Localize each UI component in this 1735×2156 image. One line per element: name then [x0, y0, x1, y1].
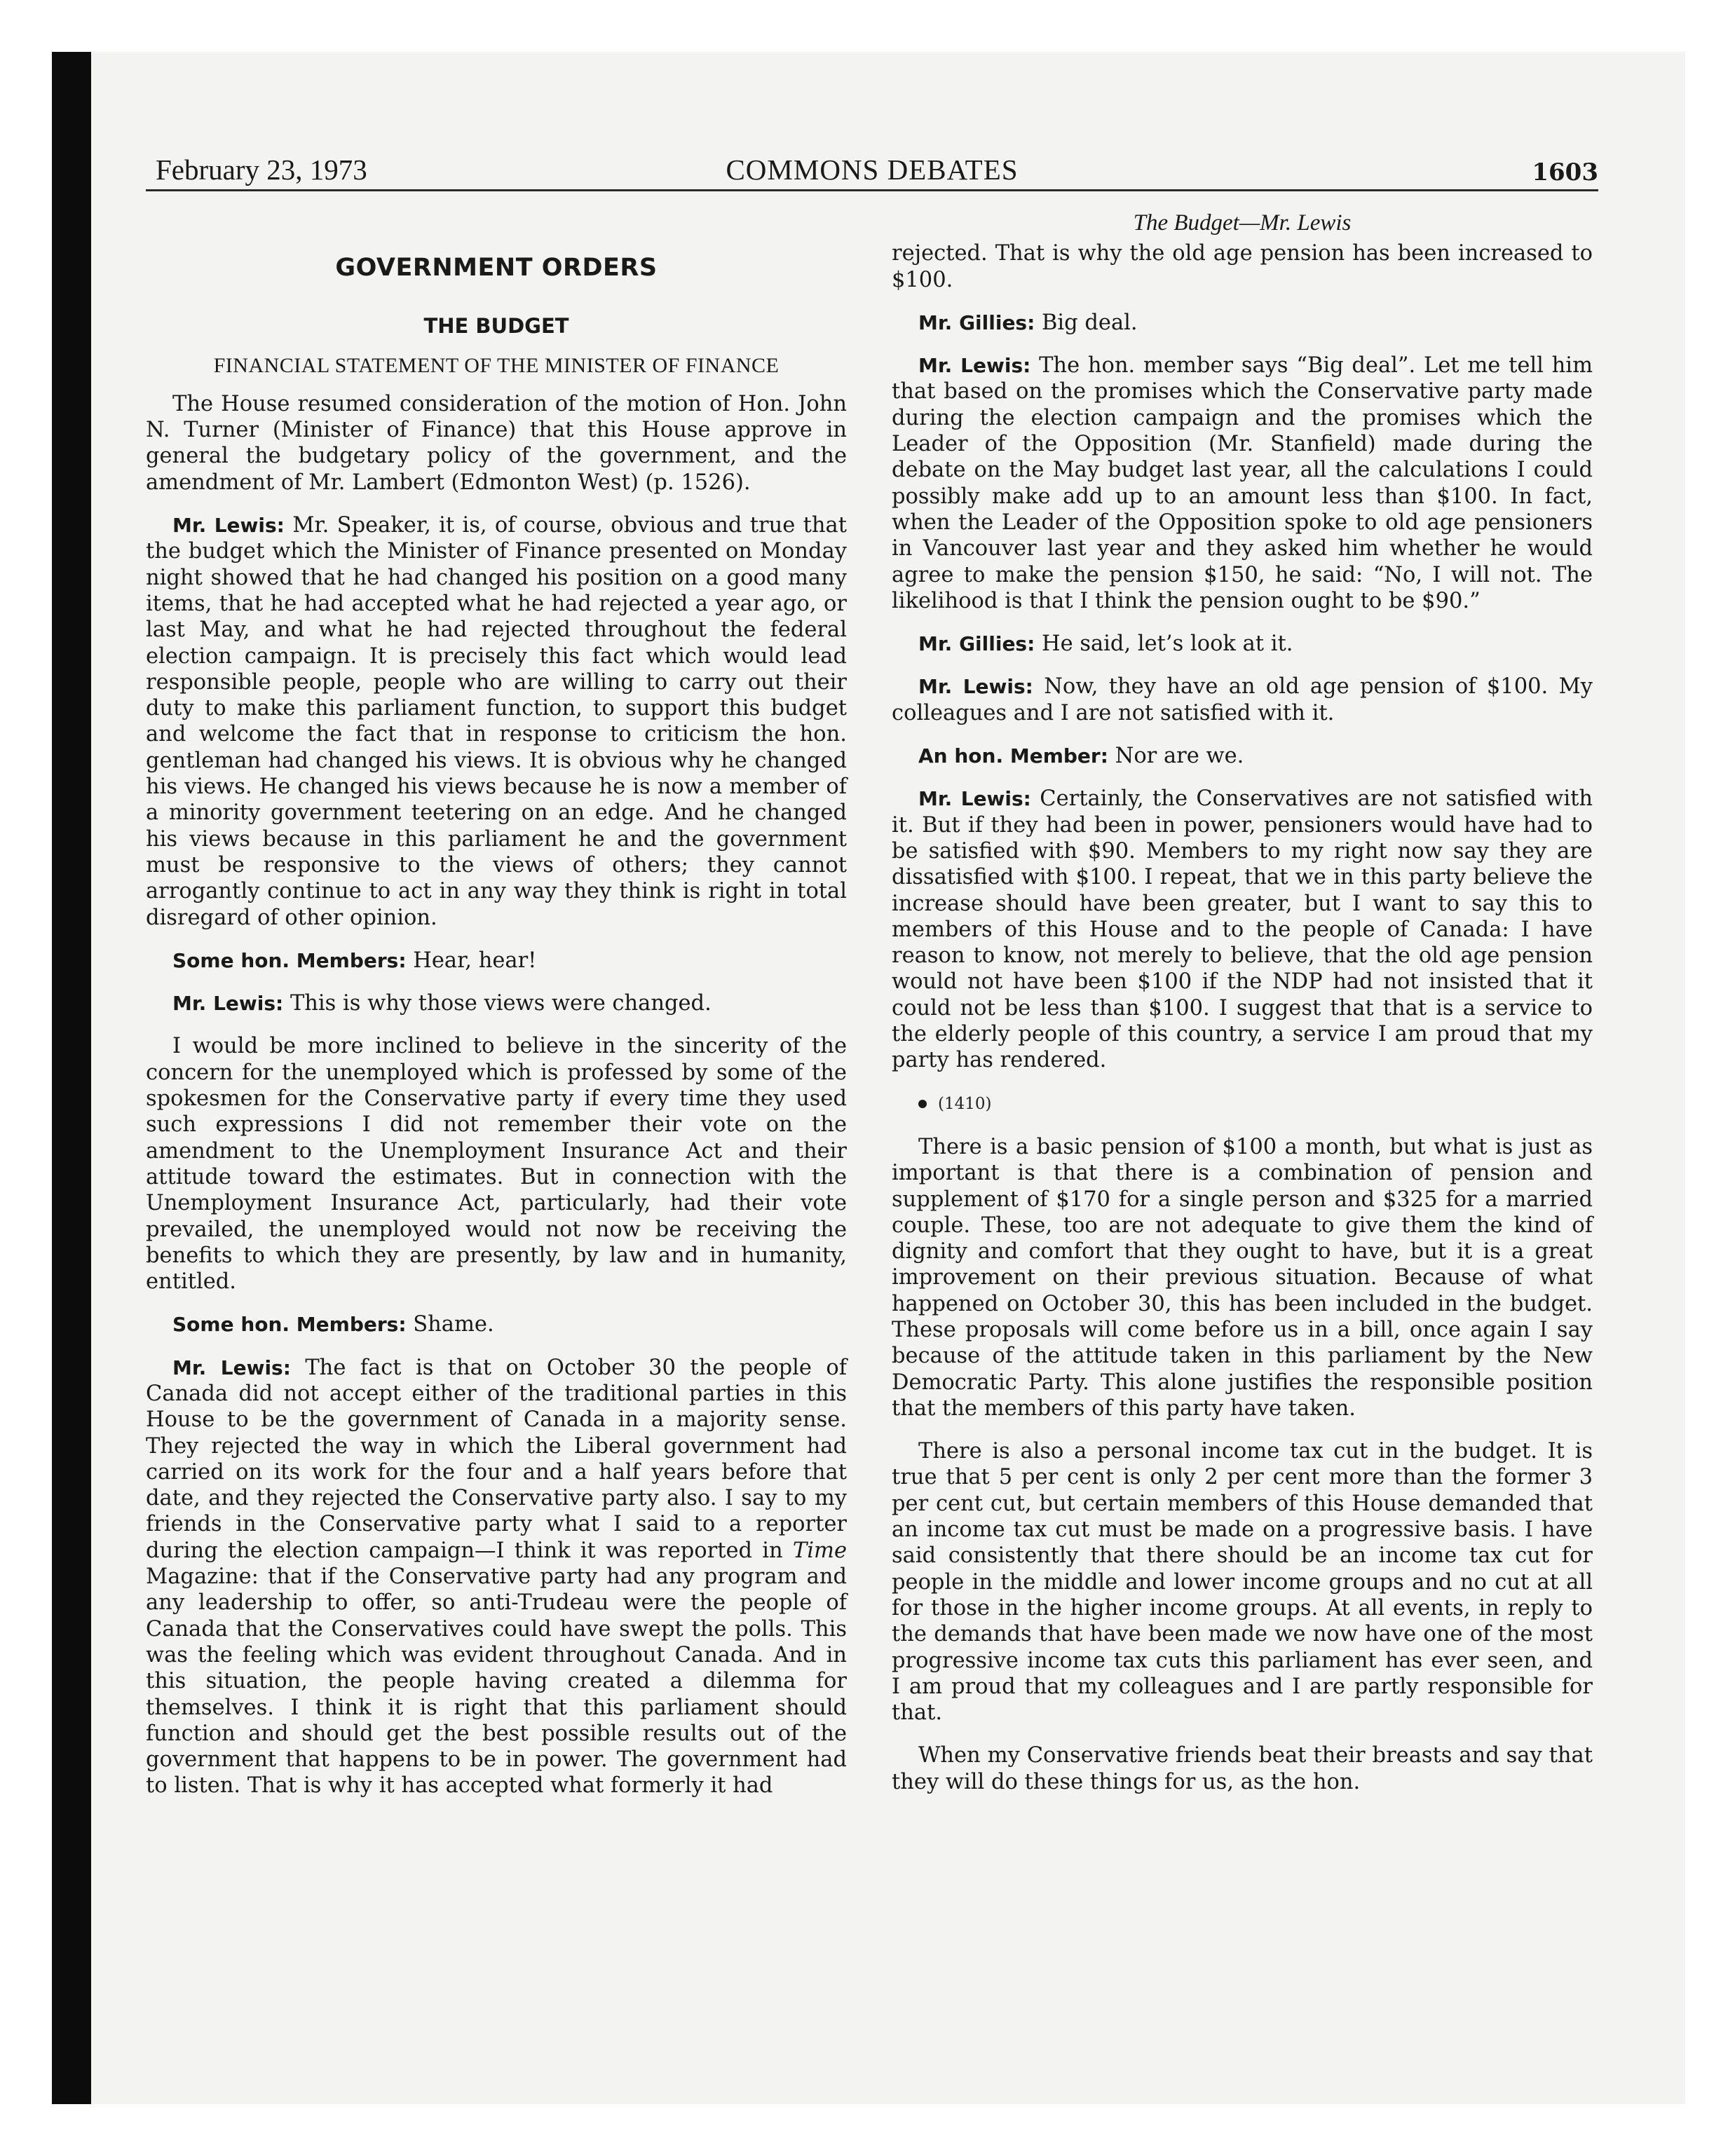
binding-edge	[52, 52, 91, 2104]
paragraph	[146, 990, 847, 1016]
paragraph-text: Magazine: that if the Conservative party had any program and any leadership to offer, so anti-Trudeau were the people of Canada that the Conservatives could have swept the polls. This was the feeling which was evident throughout Canada. And in this situation, the people having created a dilemma for themselves. I think it is right that this parliament should function and should get the best possible results out of the government that happens to be in power. The government had to listen. That is why it has accepted what formerly it had	[146, 1564, 847, 1799]
speaker-name: Mr. Gillies:	[918, 311, 1035, 334]
speaker-name: Mr. Lewis:	[918, 787, 1031, 811]
paragraph	[892, 786, 1593, 1073]
speaker-name: Mr. Gillies:	[918, 632, 1035, 656]
page-header	[146, 150, 1598, 191]
paragraph	[892, 631, 1593, 657]
header-title: COMMONS DEBATES	[726, 153, 1019, 186]
paragraph	[892, 674, 1593, 726]
paragraph	[146, 1311, 847, 1337]
page-number: 1603	[1532, 158, 1598, 186]
time-marker-text: (1410)	[938, 1094, 992, 1113]
paragraph	[892, 353, 1593, 614]
statement-heading: FINANCIAL STATEMENT OF THE MINISTER OF FINANCE	[213, 353, 780, 377]
paragraph: rejected. That is why the old age pension has been increased to $100.	[892, 241, 1593, 292]
speaker-name: Mr. Lewis:	[172, 514, 285, 538]
hansard-page	[146, 150, 1598, 2085]
paragraph	[146, 948, 847, 974]
speaker-name: Mr. Lewis:	[172, 1356, 291, 1379]
right-column	[892, 210, 1593, 1812]
speaker-name: Some hon. Members:	[172, 1313, 407, 1337]
paragraph-text: He said, let’s look at it.	[1042, 632, 1293, 657]
paragraph-text: Now, they have an old age pension of $100. My colleagues and I are not satisfied with it.	[892, 674, 1593, 725]
paragraph	[892, 310, 1593, 336]
paragraph-text: Nor are we.	[1115, 744, 1244, 769]
paragraph: There is also a personal income tax cut in the budget. It is true that 5 per cent is only 2 per cent more than the former 3 per cent cut, but certain members of this House demanded that an income tax cut must be made on a progressive basis. I have said consistently that there should be an income tax cut for people in the middle and lower income groups and no cut at all for those in the higher income groups. At all events, in reply to the demands that have been made we now have one of the most progressive income tax cuts this parliament has ever seen, and I am proud that my colleagues and I are partly responsible for that.	[892, 1439, 1593, 1726]
italic-title: Time	[792, 1538, 847, 1563]
paragraph	[892, 743, 1593, 769]
left-column	[146, 214, 847, 1816]
paragraph-text: Certainly, the Conservatives are not satisfied with it. But if they had been in power, pensioners would have had to be satisfied with $90. Members to my right now say they are dissatisfied with $100. I repeat, that we in this party believe the increase should have been greater, but I want to say this to members of this House and to the people of Canada: I have reason to know, not merely to believe, that the old age pension would not have been $100 if the NDP had not insisted that it could not be less than $100. I suggest that that is a service to the elderly people of this country, a service I am proud that my party has rendered.	[892, 786, 1593, 1073]
paragraph-text: The hon. member says “Big deal”. Let me tell him that based on the promises which the Conservative party made during the election campaign and the promises which the Leader of the Opposition (Mr. Stanfield) made during the debate on the May budget last year, all the calculations I could possibly make add up to an amount less than $100. In fact, when the Leader of the Opposition spoke to old age pensioners in Vancouver last year and they asked him whether he would agree to make the pension $150, he said: “No, I will not. The likelihood is that I think the pension ought to be $90.”	[892, 353, 1593, 613]
paragraph	[146, 512, 847, 931]
speaker-name: Some hon. Members:	[172, 948, 407, 972]
paragraph-text: Hear, hear!	[413, 948, 537, 973]
paragraph: There is a basic pension of $100 a month, but what is just as important is that there is a combination of pension and supplement of $170 for a single person and $325 for a married couple. These, too are not adequate to give them the kind of dignity and comfort that they ought to have, but it is a great improvement on their previous situation. Because of what happened on October 30, this has been included in the budget. These proposals will come before us in a bill, once again I say because of the attitude taken in this parliament by the New Democratic Party. This alone justifies the responsible position that the members of this party have taken.	[892, 1134, 1593, 1421]
paragraph	[146, 1355, 847, 1799]
speaker-name: Mr. Lewis:	[918, 675, 1033, 699]
paragraph: When my Conservative friends beat their breasts and say that they will do these things for us, as the hon.	[892, 1743, 1593, 1794]
speaker-name: Mr. Lewis:	[172, 992, 284, 1016]
running-head: The Budget—Mr. Lewis	[1133, 210, 1352, 236]
paragraph: The House resumed consideration of the motion of Hon. John N. Turner (Minister of Finance) that this House approve in general the budgetary policy of the government, and the amendment of Mr. Lambert (Edmonton West) (p. 1526).	[146, 391, 847, 495]
bullet-icon	[918, 1100, 927, 1108]
paragraph-text: Big deal.	[1042, 310, 1138, 335]
section-heading: GOVERNMENT ORDERS	[335, 254, 658, 282]
speaker-name: An hon. Member:	[918, 744, 1108, 768]
subheading: THE BUDGET	[423, 314, 569, 339]
paragraph-text: This is why those views were changed.	[290, 991, 712, 1016]
header-date: February 23, 1973	[156, 153, 367, 186]
paragraph-text: Shame.	[413, 1312, 494, 1337]
paragraph: I would be more inclined to believe in the sincerity of the concern for the unemployed which is professed by some of the spokesmen for the Conservative party if every time they used such expressions I did not remember their vote on the amendment to the Unemployment Insurance Act and their attitude toward the estimates. But in connection with the Unemployment Insurance Act, particularly, had their vote prevailed, the unemployed would not now be receiving the benefits to which they are presently, by law and in humanity, entitled.	[146, 1034, 847, 1295]
paragraph-text: Mr. Speaker, it is, of course, obvious and true that the budget which the Minister of Finance presented on Monday night showed that he had changed his position on a good many items, that he had accepted what he had rejected a year ago, or last May, and what he had rejected throughout the federal election campaign. It is precisely this fact which would lead responsible people, people who are willing to carry out their duty to make this parliament function, to support this budget and welcome the fact that in response to criticism the hon. gentleman had changed his views. It is obvious why he changed his views. He changed his views because he is now a member of a minority government teetering on an edge. And he changed his views because in this parliament he and the government must be responsive to the views of others; they cannot arrogantly continue to act in any way they think is right in total disregard of other opinion.	[146, 513, 847, 930]
time-marker	[892, 1091, 1593, 1117]
paragraph-text: The fact is that on October 30 the people of Canada did not accept either of the traditional parties in this House to be the government of Canada in a majority sense. They rejected the way in which the Liberal government had carried on its work for the four and a half years before that date, and they rejected the Conservative party also. I say to my friends in the Conservative party what I said to a reporter during the election campaign—I think it was reported in	[146, 1355, 847, 1563]
speaker-name: Mr. Lewis:	[918, 354, 1031, 378]
